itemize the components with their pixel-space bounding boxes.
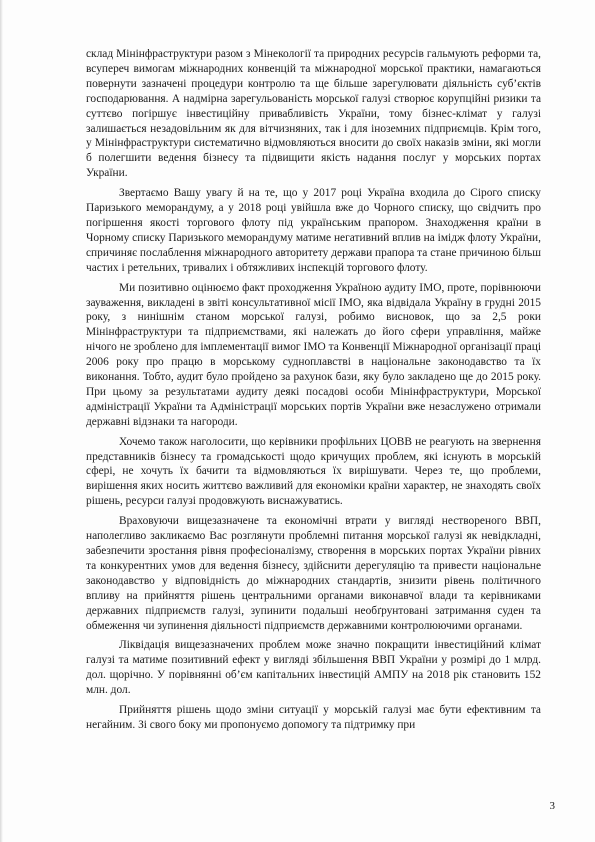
paragraph-2: Звертаємо Вашу увагу й на те, що у 2017 році Україна входила до Сірого списку Паризького меморандуму, а у 2018 році увійшла вже до Чорного списку, що свідчить про погіршення якості торгового флоту під українським прапором. Знаходження країни в Чорному списку Паризького меморандуму матиме негативний вплив на імідж флоту України, спричиняє послаблення міжнародного авторитету держави прапора та стане причиною більш частих і ретельних, тривалих і обтяжливих інспекцій торгового флоту. xyxy=(86,187,541,274)
paragraph-5: Враховуючи вищезазначене та економічні втрати у вигляді нествореного ВВП, наполегливо закликаємо Вас розглянути проблемні питання морської галузі як невідкладні, забезпечити зростання рівня професіоналізму, створення в морських портах України рівних та конкурентних умов для ведення бізнесу, здійснити дерегуляцію та привести національне законодавство у відповідність до міжнародних стандартів, знизити рівень політичного впливу на прийняття рішень центральними органами виконавчої влади та керівниками державних підприємств галузі, зупинити подальші необґрунтовані затримання суден та обмеження чи зупинення діяльності підприємств державними контролюючими органами. xyxy=(86,515,541,632)
paragraph-4: Хочемо також наголосити, що керівники профільних ЦОВВ не реагують на звернення представників бізнесу та громадськості щодо кричущих проблем, які існують в морській сфері, не хочуть їх бачити та відмовляються їх вирішувати. Через те, що проблеми, вирішення яких носить життєво важливий для економіки країни характер, не знаходять своїх рішень, ресурси галузі продовжують виснажуватись. xyxy=(86,435,541,508)
page-number: 3 xyxy=(549,800,555,812)
paragraph-6: Ліквідація вищезазначених проблем може значно покращити інвестиційний клімат галузі та матиме позитивний ефект у вигляді збільшення ВВП України у розмірі до 1 млрд. дол. щорічно. У порівнянні об’єм капітальних інвестицій АМПУ на 2018 рік становить 152 млн. дол. xyxy=(86,639,541,697)
letter-body xyxy=(86,47,541,733)
paragraph-1: склад Мінінфраструктури разом з Мінекології та природних ресурсів гальмують реформи та, всупереч вимогам міжнародних конвенцій та міжнародної морської практики, намагаються повернути зазначені процедури контролю та ще більше зарегулювати діяльність суб’єктів господарювання. А надмірна зарегульованість морської галузі створює корупційні ризики та суттєво погіршує інвестиційну привабливість України, тому бізнес-клімат у галузі залишається незадовільним як для вітчизняних, так і для іноземних підприємців. Крім того, у Мінінфраструктури систематично відмовляються вносити до своїх наказів зміни, які могли б полегшити ведення бізнесу та підвищити якість надання послуг у морських портах України. xyxy=(86,48,541,180)
paragraph-7: Прийняття рішень щодо зміни ситуації у морській галузі має бути ефективним та негайним. Зі свого боку ми пропонуємо допомогу та підтримку при xyxy=(86,704,541,731)
paragraph-3: Ми позитивно оцінюємо факт проходження Україною аудиту ІМО, проте, порівнюючи зауваження, викладені в звіті консультативної місії ІМО, яка відвідала Україну в грудні 2015 року, з нинішнім станом морської галузі, робимо висновок, що за 2,5 роки Мінінфраструктури та підприємствами, які належать до його сфери управління, майже нічого не зроблено для імплементації вимог ІМО та Конвенції Міжнародної організації праці 2006 року про працю в морському судноплавстві в національне законодавство та їх виконання. Тобто, аудит було пройдено за рахунок бази, яку було закладено ще до 2015 року. При цьому за результатами аудиту деякі посадові особи Мінінфраструктури, Морської адміністрації України та Адміністрації морських портів України вже незаслужено отримали державні відзнаки та нагороди. xyxy=(86,281,541,428)
scan-edge-shadow xyxy=(0,0,3,842)
